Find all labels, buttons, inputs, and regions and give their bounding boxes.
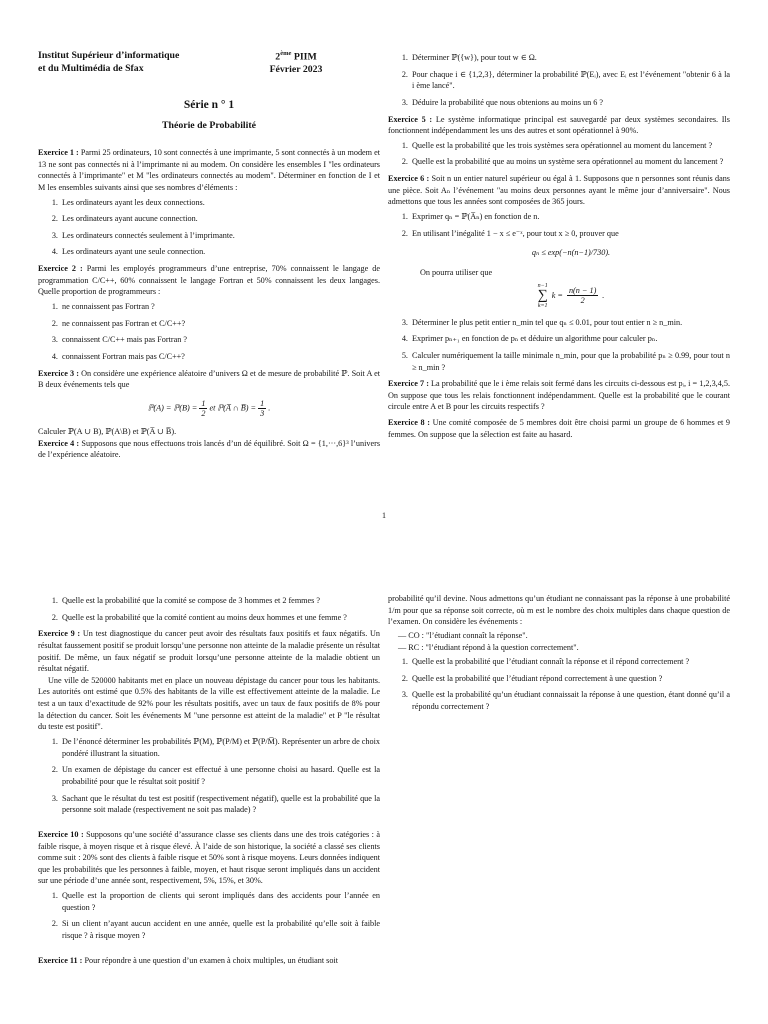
list-item: 1. Les ordinateurs ayant les deux connections.: [60, 197, 380, 209]
list-item: — RC : "l’étudiant répond à la question correctement".: [398, 642, 730, 654]
event-list: [388, 630, 730, 653]
list-item: 5. Calculer numériquement la taille minimale n_min, pour que la probabilité pₙ ≥ 0.99, pour tout n ≥ n_min ?: [410, 350, 730, 373]
exercise-3-equation: ℙ(A) = ℙ(B) = $\frac{1}{2}$ et ℙ(A̅ ∩ B̅) = $\frac{1}{3}$ .: [147, 398, 271, 418]
list-item: 3. Déterminer le plus petit entier n_min tel que qₙ ≤ 0.01, pour tout entier n ≥ n_min.: [410, 317, 730, 329]
exercise-2: Exercice 2 : Parmi les employés programmeurs d’une entreprise, 70% connaissent le langage de programmation C/C++, 60% connaissent le langage Fortran et 50% connaissent les deux langages. Quelle proportion de programmeurs : 1. ne connaissent pas Fortran ? 2. ne connaissent pas Fortran et C/C++? 3. connaissent C/C++ mais pas Fortran ? 4. connaissent Fortran mais pas C/C++?: [38, 263, 380, 362]
list-item: 2. Les ordinateurs ayant aucune connection.: [60, 213, 380, 225]
document-header: [38, 50, 380, 77]
list-item: 2. Si un client n’ayant aucun accident en une année, quelle est la probabilité qu’elle soit à faible risque ? à risque moyen ?: [60, 918, 380, 941]
exercise-10: Exercice 10 : Supposons qu’une société d’assurance classe ses clients dans une des trois catégories : à faible risque, à moyen risque et à risque élevé. À l’aide de son historique, la société a classé ses clients comme suit : 20% sont des clients à faible risque et 50% sont à risque moyens. Leurs données indiquent que les probabilités que les personnes à faible, moyen, et haut risque seront impliqués dans un accident sur une période d’une année sont, respectivement, 5%, 15%, et 30%. 1. Quelle est la proportion de clients qui seront impliqués dans des accidents pour l’année en question ? 2. Si un client n’ayant aucun accident en une année, quelle est la probabilité qu’elle soit à faible risque ? à risque moyen ?: [38, 829, 380, 942]
list-item: 1. Quelle est la probabilité que la comité se compose de 3 hommes et 2 femmes ?: [60, 595, 380, 607]
list-item: 4. Les ordinateurs ayant une seule connection.: [60, 246, 380, 258]
page1-left-column: [38, 50, 380, 461]
list-item: 4. Exprimer pₙ₊₁ en fonction de pₙ et déduire un algorithme pour calculer pₙ.: [410, 333, 730, 345]
list-item: 2. Pour chaque i ∈ {1,2,3}, déterminer la probabilité ℙ(Eᵢ), avec Eᵢ est l’événement "obtenir 6 à la i ème lancé".: [410, 69, 730, 92]
list-item: 3. Les ordinateurs connectés seulement à l’imprimante.: [60, 230, 380, 242]
exercise-6: Exercice 6 : Soit n un entier naturel supérieur ou égal à 1. Supposons que n personnes sont réunis dans une pièce. Soit Aₙ l’événement "au moins deux personnes ayant le même jour d’anniversaire". Nous admettons que tous les années sont composées de 365 jours. 1. Exprimer qₙ = ℙ(A̅ₙ) en fonction de n. 2. En utilisant l’inégalité 1 − x ≤ e⁻ˣ, pour tout x ≥ 0, prouver que qₙ ≤ exp(−n(n−1)/730). On pourra utiliser que n−1 ∑ k=1 k = $\frac{n(n - 1)}{2}$ . 3. Déterminer le plus petit entier n_min tel que qₙ ≤ 0.01, pour tout entier n ≥ n_min. 4. Exprimer pₙ₊₁ en fonction de pₙ et déduire un algorithme pour calculer pₙ. 5. Calculer numériquement la taille minimale n_min, pour que la probabilité pₙ ≥ 0.99, pour tout n ≥ n_min ?: [388, 173, 730, 373]
list-item: 2. Quelle est la probabilité que la comité contient au moins deux hommes et une femme ?: [60, 612, 380, 624]
page2-left-column: [38, 593, 380, 966]
list-item: 2. Quelle est la probabilité que au moins un système sera opérationnel au moment du lancement ?: [410, 156, 730, 168]
exercise-11: Exercice 11 : Pour répondre à une question d’un examen à choix multiples, un étudiant soit: [38, 955, 338, 965]
list-item: 3. connaissent C/C++ mais pas Fortran ?: [60, 334, 380, 346]
exercise-9: Exercice 9 : Un test diagnostique du cancer peut avoir des résultats faux positifs et faux négatifs. Un résultat faussement positif se produit lorsqu’une personne non atteinte de la maladie présente un résultat positif. De même, un faux négatif se produit lorsqu’une personne atteinte de la maladie obtient un résultat négatif. Une ville de 520000 habitants met en place un nouveau dépistage du cancer pour tous les habitants. Les autorités ont estimé que 0.5% des habitants de la ville est effectivement atteinte de la maladie. Le test a un taux d’exactitude de 92% pour les résultats positifs, avec un taux de faux positifs de 8% pour la détection du cancer. Soit les événements M "une personne est atteint de la maladie" et P "le résultat du teste est positif". 1. De l’énoncé déterminer les probabilités ℙ(M), ℙ(P/M) et ℙ(P/M̅). Représenter un arbre de choix pondéré illustrant la situation. 2. Un examen de dépistage du cancer est effectué à une personne choisi au hasard. Quelle est la probabilité pour que le résultat soit positif ? 3. Sachant que le résultat du test est positif (respectivement négatif), quelle est la probabilité que la personne soit malade (respectivement ne soit pas malade) ?: [38, 628, 380, 816]
course-subtitle: Théorie de Probabilité: [162, 120, 256, 132]
list-item: 1. De l’énoncé déterminer les probabilités ℙ(M), ℙ(P/M) et ℙ(P/M̅). Représenter un arbre de choix pondéré illustrant la situation.: [60, 736, 380, 759]
list-item: 1. ne connaissent pas Fortran ?: [60, 301, 380, 313]
list-item: 2. En utilisant l’inégalité 1 − x ≤ e⁻ˣ, pour tout x ≥ 0, prouver que qₙ ≤ exp(−n(n−1)/730). On pourra utiliser que n−1 ∑ k=1 k = $\frac{n(n - 1)}{2}$ .: [410, 228, 730, 309]
list-item: 2. ne connaissent pas Fortran et C/C++?: [60, 318, 380, 330]
exercise-8: Exercice 8 : Une comité composée de 5 membres doit être choisi parmi un groupe de 6 hommes et 9 femmes. On suppose que la sélection est faite au hasard.: [388, 418, 730, 439]
list-item: 2. Quelle est la probabilité que l’étudiant répond correctement à une question ?: [410, 673, 730, 685]
list-item: 2. Un examen de dépistage du cancer est effectué à une personne choisi au hasard. Quelle est la probabilité pour que le résultat soit positif ?: [60, 764, 380, 787]
exercise-3: Exercice 3 : On considère une expérience aléatoire d’univers Ω et de mesure de probabilité ℙ. Soit A et B deux événements tels que ℙ(A) = ℙ(B) = $\frac{1}{2}$ et ℙ(A̅ ∩ B̅) = $\frac{1}{3}$ . Calculer ℙ(A ∪ B), ℙ(A\B) et ℙ(A̅ ∪ B̅).: [38, 368, 381, 436]
inequality-equation: qₙ ≤ exp(−n(n−1)/730).: [531, 248, 611, 258]
list-item: — CO : "l’étudiant connaît la réponse".: [398, 630, 730, 642]
list-item: 3. Sachant que le résultat du test est positif (respectivement négatif), quelle est la probabilité que la personne soit malade (respectivement ne soit pas malade) ?: [60, 793, 380, 816]
list-item: 1. Quelle est la probabilité que les trois systèmes sera opérationnel au moment du lancement ?: [410, 140, 730, 152]
list-item: 3. Quelle est la probabilité qu’un étudiant connaissait la réponse à une question, étant donné qu’il a répondu correctement ?: [410, 689, 730, 712]
institute-name: Institut Supérieur d’informatique et du Multimédia de Sfax: [38, 50, 180, 74]
exercise-7: Exercice 7 : La probabilité que le i ème relais soit fermé dans les circuits ci-dessous est pᵢ, i = 1,2,3,4,5. On suppose que tous les relais fonctionnent indépendamment. Quelle est la probabilité que le courant circule entre A et B pour les circuits respectifs ?: [388, 379, 730, 412]
series-title: Série n ° 1: [183, 98, 235, 111]
exercise-1: Exercice 1 : Parmi 25 ordinateurs, 10 sont connectés à une imprimante, 5 sont connectés à un modem et 13 ne sont pas connectés ni à l’imprimante ni au modem. On considère les ensembles I "les ordinateurs connectés à l’imprimante" et M "les ordinateurs connectés au modem". Déterminer en fonction de I et M les ensembles suivants ainsi que ses nombres d’éléments : 1. Les ordinateurs ayant les deux connections. 2. Les ordinateurs ayant aucune connection. 3. Les ordinateurs connectés seulement à l’imprimante. 4. Les ordinateurs ayant une seule connection.: [38, 147, 380, 258]
list-item: 1. Quelle est la proportion de clients qui seront impliqués dans des accidents pour l’année en question ?: [60, 890, 380, 913]
sum-formula: n−1 ∑ k=1 k = $\frac{n(n - 1)}{2}$ .: [537, 282, 605, 309]
list-item: 1. Quelle est la probabilité que l’étudiant connaît la réponse et il répond correctement ?: [410, 656, 730, 668]
page-number: 1: [382, 511, 386, 520]
page2-right-column: probabilité qu’il devine. Nous admettons qu’un étudiant ne connaissant pas la réponse à une probabilité 1/m pour que sa réponse soit correcte, où m est le nombre des choix multiples dans chaque question de l’examen. On considère les événements : — CO : "l’étudiant connaît la réponse". — RC : "l’étudiant répond à la question correctement". 1. Quelle est la probabilité que l’étudiant connaît la réponse et il répond correctement ? 2. Quelle est la probabilité que l’étudiant répond correctement à une question ? 3. Quelle est la probabilité qu’un étudiant connaissait la réponse à une question, étant donné qu’il a répondu correctement ?: [388, 593, 730, 718]
exercise-5: Exercice 5 : Le système informatique principal est sauvegardé par deux systèmes secondaires. Ils fonctionnent indépendamment les uns des autres et sont opérationnel à 90%. 1. Quelle est la probabilité que les trois systèmes sera opérationnel au moment du lancement ? 2. Quelle est la probabilité que au moins un système sera opérationnel au moment du lancement ?: [388, 114, 730, 169]
exercise-4: Exercice 4 : Supposons que nous effectuons trois lancés d’un dé équilibré. Soit Ω = {1,···,6}³ l’univers de l’expérience aléatoire.: [38, 438, 381, 460]
list-item: 4. connaissent Fortran mais pas C/C++?: [60, 351, 380, 363]
page1-right-column: [388, 50, 730, 440]
class-and-date: 2ème PIIM Février 2023: [269, 50, 323, 75]
list-item: 3. Déduire la probabilité que nous obtenions au moins un 6 ?: [410, 97, 730, 109]
list-item: 1. Déterminer ℙ({w}), pour tout w ∈ Ω.: [410, 52, 730, 64]
list-item: 1. Exprimer qₙ = ℙ(A̅ₙ) en fonction de n.: [410, 211, 730, 223]
